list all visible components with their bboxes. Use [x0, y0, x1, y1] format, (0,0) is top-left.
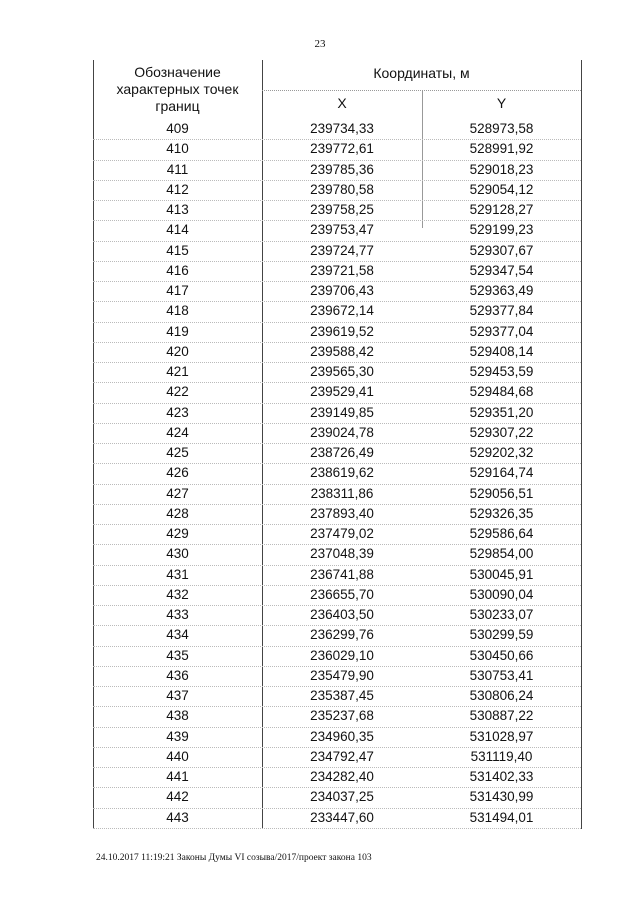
- table-row: [93, 485, 581, 505]
- x-coordinate: 239619,52: [310, 323, 374, 339]
- coordinates-table: [93, 60, 581, 829]
- x-coordinate: 239753,47: [310, 222, 374, 238]
- header-point-designation: Обозначение характерных точек границ: [116, 64, 239, 114]
- table-header: [93, 60, 581, 120]
- x-coordinate: 236741,88: [310, 566, 374, 582]
- y-coordinate: 530299,59: [469, 627, 534, 643]
- y-coordinate: 529347,54: [469, 262, 534, 278]
- table-row: [93, 707, 581, 727]
- x-coordinate: 239588,42: [310, 343, 374, 359]
- y-coordinate: 529586,64: [469, 526, 534, 541]
- table-row: [93, 566, 581, 586]
- x-coordinate: 236403,50: [310, 607, 374, 622]
- y-coordinate: 529363,49: [469, 283, 534, 298]
- point-id: 437: [166, 688, 189, 703]
- x-coordinate: 239734,33: [310, 121, 374, 136]
- point-id: 415: [166, 242, 189, 258]
- x-coordinate: 239721,58: [310, 262, 374, 278]
- y-coordinate: 529854,00: [469, 546, 534, 562]
- table-row: [93, 302, 581, 322]
- point-id: 435: [166, 647, 189, 663]
- table-row: [93, 262, 581, 282]
- point-id: 439: [166, 728, 189, 744]
- table-row: [93, 363, 581, 383]
- table-row: [93, 809, 581, 829]
- y-coordinate: 531028,97: [469, 728, 534, 744]
- table-row: [93, 606, 581, 626]
- y-coordinate: 529484,68: [469, 384, 534, 400]
- x-coordinate: 234960,35: [310, 728, 374, 744]
- table-row: [93, 728, 581, 748]
- x-coordinate: 237048,39: [310, 546, 374, 562]
- table-row: [93, 201, 581, 221]
- y-coordinate: 529377,04: [469, 323, 534, 339]
- point-id: 433: [166, 607, 189, 622]
- footer-stamp: 24.10.2017 11:19:21 Законы Думы VI созыва/2017/проект закона 103: [96, 853, 372, 863]
- y-coordinate: 529054,12: [469, 181, 534, 197]
- x-coordinate: 239149,85: [310, 404, 374, 420]
- x-coordinate: 239758,25: [310, 202, 374, 217]
- point-id: 440: [166, 748, 189, 764]
- point-id: 423: [166, 404, 189, 420]
- table-row: [93, 586, 581, 606]
- table-row: [93, 161, 581, 181]
- x-coordinate: 233447,60: [310, 809, 374, 825]
- x-coordinate: 234792,47: [310, 748, 374, 764]
- x-coordinate: 237893,40: [310, 505, 374, 521]
- y-coordinate: 530450,66: [469, 647, 534, 663]
- point-id: 411: [166, 161, 189, 177]
- point-id: 422: [166, 384, 189, 400]
- table-row: [93, 768, 581, 788]
- header-coordinates: Координаты, м: [373, 65, 470, 81]
- x-coordinate: 234037,25: [310, 789, 374, 805]
- y-coordinate: 530887,22: [469, 708, 534, 724]
- y-coordinate: 530090,04: [469, 586, 534, 602]
- table-row: [93, 464, 581, 484]
- x-coordinate: 238311,86: [310, 485, 374, 501]
- y-coordinate: 529018,23: [469, 161, 534, 177]
- x-coordinate: 239785,36: [310, 161, 374, 177]
- point-id: 424: [166, 424, 189, 440]
- point-id: 430: [166, 546, 189, 562]
- table-row: [93, 626, 581, 646]
- point-id: 429: [166, 526, 189, 541]
- y-coordinate: 529408,14: [469, 343, 534, 359]
- y-coordinate: 529307,22: [469, 424, 534, 440]
- x-coordinate: 237479,02: [310, 526, 374, 541]
- table-row: [93, 647, 581, 667]
- y-coordinate: 530806,24: [469, 688, 534, 703]
- x-coordinate: 239672,14: [310, 303, 374, 319]
- y-coordinate: 529202,32: [469, 445, 534, 460]
- table-row: [93, 687, 581, 707]
- y-coordinate: 528973,58: [469, 121, 534, 136]
- header-y: Y: [496, 95, 507, 111]
- point-id: 438: [166, 708, 189, 724]
- y-coordinate: 529199,23: [469, 222, 534, 238]
- y-coordinate: 529453,59: [469, 364, 534, 379]
- table-row: [93, 525, 581, 545]
- y-coordinate: 529307,67: [469, 242, 534, 258]
- table-row: [93, 140, 581, 160]
- table-row: [93, 667, 581, 687]
- x-coordinate: 235237,68: [310, 708, 374, 724]
- point-id: 441: [166, 769, 189, 784]
- y-coordinate: 530045,91: [469, 566, 534, 582]
- table-row: [93, 343, 581, 363]
- table-row: [93, 181, 581, 201]
- x-coordinate: 239772,61: [310, 141, 374, 157]
- table-row: [93, 282, 581, 302]
- point-id: 417: [166, 283, 189, 298]
- table-row: [93, 323, 581, 343]
- y-coordinate: 529377,84: [469, 303, 534, 319]
- x-coordinate: 236029,10: [310, 647, 374, 663]
- y-coordinate: 528991,92: [469, 141, 534, 157]
- table-row: [93, 545, 581, 565]
- y-coordinate: 529326,35: [469, 505, 534, 521]
- point-id: 425: [166, 445, 189, 460]
- point-id: 421: [166, 364, 189, 379]
- x-coordinate: 239780,58: [310, 181, 374, 197]
- header-x: X: [337, 95, 347, 111]
- table-row: [93, 383, 581, 403]
- point-id: 412: [166, 181, 189, 197]
- table-row: [93, 404, 581, 424]
- table-row: [93, 788, 581, 808]
- x-coordinate: 239724,77: [310, 242, 374, 258]
- table-row: [93, 221, 581, 241]
- y-coordinate: 531119,40: [470, 748, 533, 764]
- x-coordinate: 238726,49: [310, 445, 374, 460]
- x-coordinate: 235479,90: [310, 667, 374, 683]
- table-row: [93, 748, 581, 768]
- x-coordinate: 239529,41: [310, 384, 374, 400]
- point-id: 426: [166, 465, 189, 481]
- point-id: 420: [166, 343, 189, 359]
- point-id: 413: [166, 202, 189, 217]
- x-coordinate: 239024,78: [310, 424, 374, 440]
- x-coordinate: 236299,76: [310, 627, 374, 643]
- y-coordinate: 531402,33: [469, 769, 534, 784]
- point-id: 414: [166, 222, 189, 238]
- point-id: 436: [166, 667, 189, 683]
- page-number: 23: [314, 38, 326, 50]
- x-coordinate: 239706,43: [310, 283, 374, 298]
- point-id: 419: [166, 323, 189, 339]
- table-border-right: [581, 60, 582, 829]
- x-coordinate: 238619,62: [310, 465, 374, 481]
- x-coordinate: 235387,45: [310, 688, 374, 703]
- table-body: [93, 120, 581, 829]
- point-id: 442: [166, 789, 189, 805]
- point-id: 409: [166, 121, 189, 136]
- y-coordinate: 529056,51: [469, 485, 534, 501]
- table-row: [93, 242, 581, 262]
- point-id: 434: [166, 627, 189, 643]
- point-id: 431: [166, 566, 189, 582]
- point-id: 443: [166, 809, 189, 825]
- table-row: [93, 120, 581, 140]
- table-row: [93, 505, 581, 525]
- point-id: 432: [166, 586, 189, 602]
- point-id: 418: [166, 303, 189, 319]
- table-row: [93, 444, 581, 464]
- x-coordinate: 239565,30: [310, 364, 374, 379]
- point-id: 427: [166, 485, 189, 501]
- y-coordinate: 531430,99: [469, 789, 534, 805]
- x-coordinate: 236655,70: [310, 586, 374, 602]
- point-id: 428: [166, 505, 189, 521]
- point-id: 410: [166, 141, 189, 157]
- y-coordinate: 529164,74: [469, 465, 534, 481]
- x-coordinate: 234282,40: [310, 769, 374, 784]
- y-coordinate: 530233,07: [469, 607, 534, 622]
- y-coordinate: 529351,20: [469, 404, 534, 420]
- y-coordinate: 529128,27: [469, 202, 534, 217]
- point-id: 416: [166, 262, 189, 278]
- y-coordinate: 530753,41: [469, 667, 534, 683]
- table-row: [93, 424, 581, 444]
- y-coordinate: 531494,01: [469, 809, 534, 825]
